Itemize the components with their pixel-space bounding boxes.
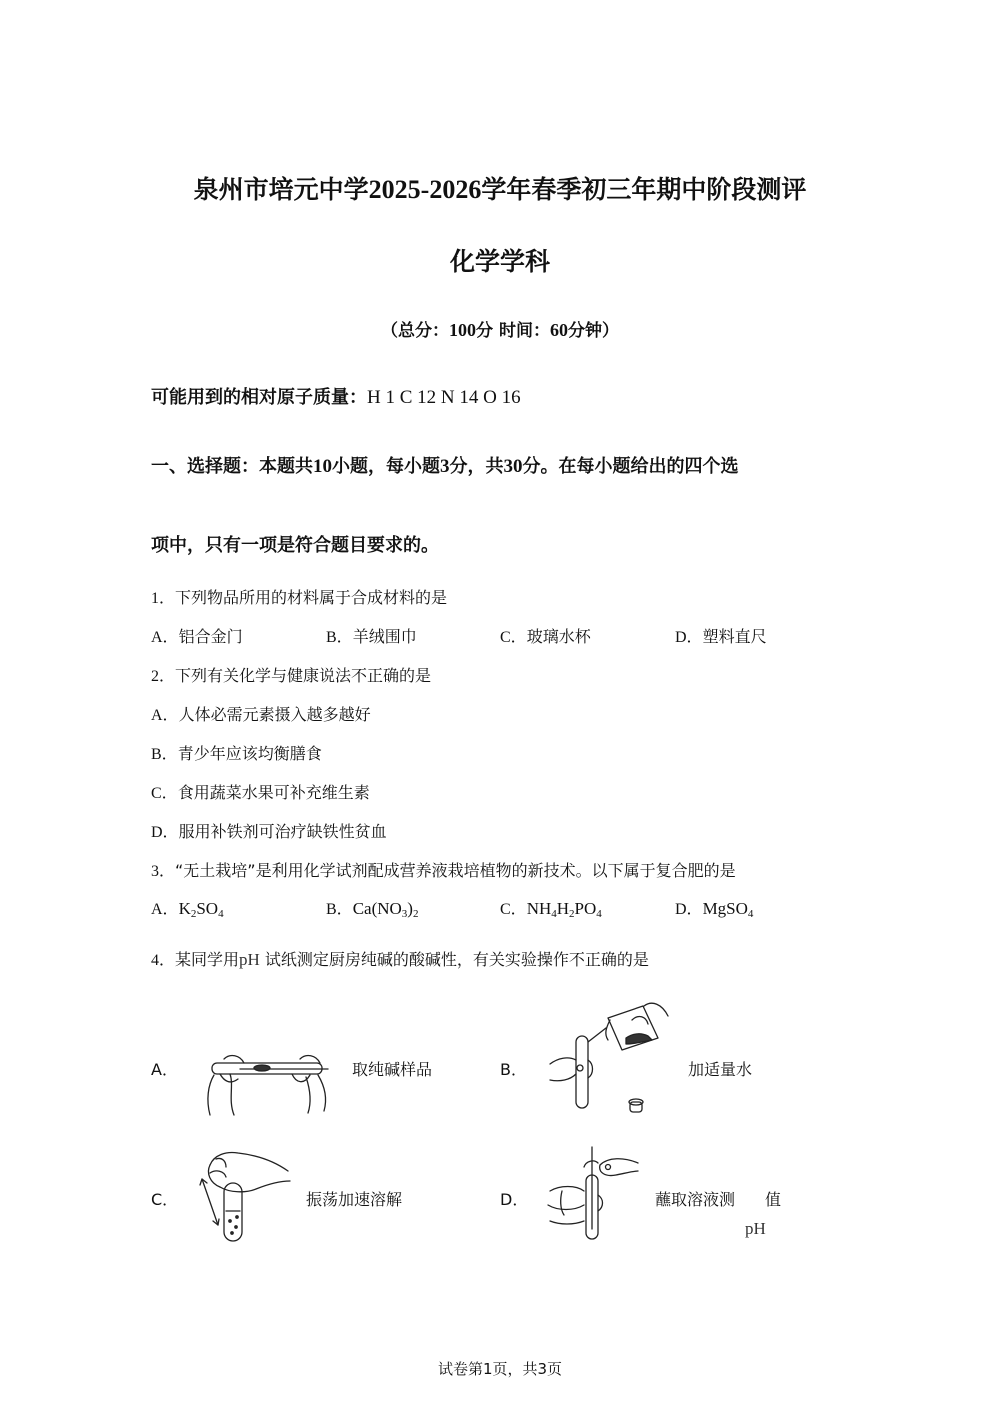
q1-option-c: C．玻璃水杯: [500, 627, 591, 646]
q4-option-d: D．: [500, 1190, 529, 1209]
page-footer: 试卷第1页，共3页: [437, 1360, 563, 1378]
formula-k2so4: $K_2SO_4$: [178, 899, 224, 920]
q4-option-c: C．: [151, 1190, 179, 1209]
q2-option-b: B．青少年应该均衡膳食: [151, 744, 322, 763]
title-school: 泉州市培元中学: [193, 175, 369, 204]
q2-option-c: C．食用蔬菜水果可补充维生素: [151, 783, 370, 802]
q4-option-b-caption: 加适量水: [688, 1060, 753, 1079]
subject-title: 化学学科: [449, 247, 550, 276]
q1-option-d: D．塑料直尺: [675, 627, 767, 646]
q4-option-d-caption: 蘸取溶液测 值: [655, 1190, 782, 1209]
atomic-mass-label: 可能用到的相对原子质量：: [151, 387, 367, 408]
section-heading: 一、选择题：本题共10小题，每小题3分，共30分。在每小题给出的四个选: [151, 456, 739, 477]
q3-option-c: C．$NH_4H_2PO_4$: [500, 899, 602, 920]
title-year: 2025-2026: [368, 175, 482, 204]
q4-option-a: A．: [151, 1060, 178, 1079]
q2-option-d: D．服用补铁剂可治疗缺铁性贫血: [151, 822, 387, 841]
title-term: 学年春季初三年期中阶段测评: [481, 175, 807, 204]
atomic-mass-values: H 1 C 12 N 14 O 16: [367, 387, 521, 408]
q4-option-a-caption: 取纯碱样品: [352, 1060, 433, 1079]
q4-option-b: B．: [500, 1060, 527, 1079]
score-time-line: （总分：100分 时间：60分钟）: [381, 320, 619, 341]
formula-ca-no3-2: $Ca(NO_3)_2$: [352, 899, 419, 920]
question-4: 4．某同学用pH 试纸测定厨房纯碱的酸碱性，有关实验操作不正确的是: [151, 950, 649, 969]
q1-option-a: A．铝合金门: [151, 627, 243, 646]
q1-option-b: B．羊绒围巾: [326, 627, 417, 646]
q4-option-d-ph: pH: [745, 1219, 766, 1238]
formula-mgso4: MgSO$_4$: [702, 899, 754, 920]
shake-test-tube-icon: [196, 1143, 291, 1245]
q3-option-d: D．MgSO$_4$: [675, 899, 754, 920]
q3-option-a: A．$K_2SO_4$: [151, 899, 224, 920]
q2-option-a: A．人体必需元素摄入越多越好: [151, 705, 371, 724]
question-2: 2．下列有关化学与健康说法不正确的是: [151, 666, 432, 685]
q3-option-b: B．$Ca(NO_3)_2$: [326, 899, 419, 920]
question-3: 3．“无土栽培”是利用化学试剂配成营养液栽培植物的新技术。以下属于复合肥的是: [151, 861, 736, 880]
formula-nh4h2po4: $NH_4H_2PO_4$: [526, 899, 602, 920]
exam-title: [0, 170, 1000, 206]
glass-rod-dip-icon: [546, 1145, 641, 1243]
section-heading-line2: 项中，只有一项是符合题目要求的。: [151, 535, 439, 556]
question-1: 1．下列物品所用的材料属于合成材料的是: [151, 588, 448, 607]
pour-water-into-test-tube-icon: [548, 998, 673, 1116]
spatula-into-test-tube-icon: [200, 1045, 335, 1117]
atomic-mass-line: [151, 383, 521, 409]
q4-option-c-caption: 振荡加速溶解: [306, 1190, 403, 1209]
